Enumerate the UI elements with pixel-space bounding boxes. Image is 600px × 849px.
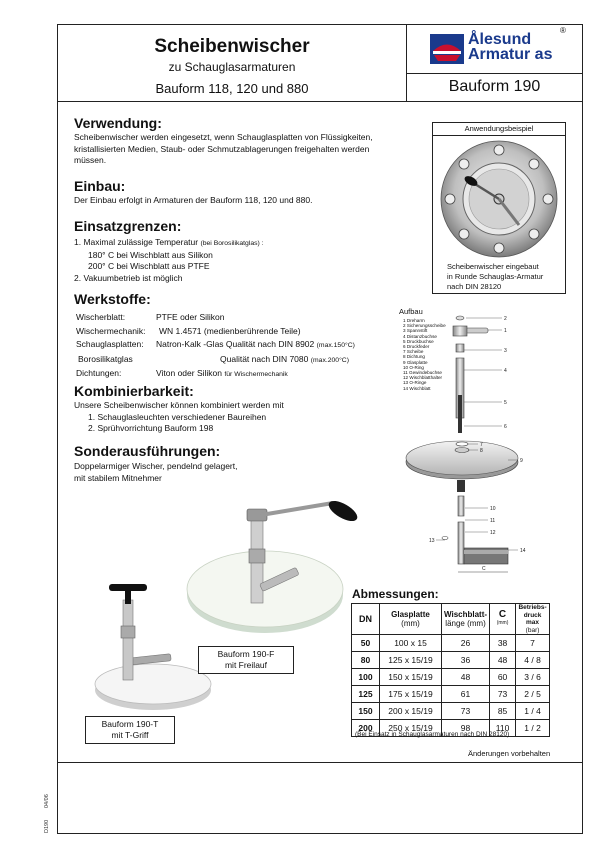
aufbau-title: Aufbau: [399, 307, 423, 316]
kombi-text: Unsere Scheibenwischer können kombiniert werden mit: [74, 400, 284, 410]
product-190-f-caption-line1: Bauform 190-F: [217, 649, 275, 659]
col-header-unit: länge (mm): [445, 619, 486, 628]
table-header-row: [352, 604, 550, 635]
cell-glas: 100 x 15: [380, 635, 442, 652]
werkstoff-label: Schauglasplatten:: [76, 339, 144, 349]
header-bottom-rule: [57, 101, 583, 102]
sight-glass-illustration-icon: [433, 137, 565, 261]
col-header-unit: (mm): [496, 620, 509, 626]
kombi-heading: Kombinierbarkeit:: [74, 383, 194, 399]
cell-druck: 3 / 6: [516, 669, 550, 686]
page-title: Scheibenwischer: [154, 36, 310, 57]
table-row: [352, 703, 550, 720]
brand-logo: [430, 26, 575, 66]
cell-c: 38: [490, 635, 516, 652]
document-code: D190: [44, 819, 50, 833]
col-header-text: Glasplatte: [391, 610, 430, 619]
werkstoff-label: Dichtungen:: [76, 368, 122, 378]
col-header-text: Wischblatt-: [444, 610, 488, 619]
aufbau-part: 3 Spannstift: [403, 328, 428, 334]
einsatz-item-ptfe: 200° C bei Wischblatt aus PTFE: [88, 261, 210, 271]
cell-c: 110: [490, 720, 516, 737]
callout-label: 10: [490, 506, 496, 512]
callout-label: 7: [480, 442, 483, 448]
werkstoff-value: WN 1.4571 (medienberührende Teile): [159, 325, 301, 336]
werkstoff-note: (max.150°C): [316, 342, 355, 349]
cell-dn: 200: [352, 720, 380, 737]
application-caption-line1: Scheibenwischer eingebaut: [447, 262, 539, 271]
werkstoff-note: (max.200°C): [310, 356, 349, 364]
col-header-text: C: [498, 609, 507, 620]
cell-c: 85: [490, 703, 516, 720]
product-190-f-illustration-icon: [183, 495, 363, 645]
table-row: [352, 652, 550, 669]
brand-name-line2: Armatur as: [468, 46, 553, 63]
verwendung-text: Scheibenwischer werden eingesetzt, wenn Schauglasplatten von Flüssigkeiten, kristallisierten Medien, Staub- oder Schmutzablagerungen freigehalten werden müssen.: [74, 132, 373, 165]
cell-wisch: 98: [442, 720, 490, 737]
bauform-line: Bauform 118, 120 und 880: [155, 81, 309, 96]
einsatz-item-silikon: 180° C bei Wischblatt aus Silikon: [88, 249, 213, 260]
aufbau-part: 13 O-Ringe: [403, 380, 427, 386]
product-190-t-caption: [85, 716, 175, 744]
ship-logo-icon: [430, 34, 464, 64]
dimensions-table: [351, 603, 550, 737]
cell-wisch: 61: [442, 686, 490, 703]
changes-notice: Änderungen vorbehalten: [468, 749, 551, 758]
kombi-list: [74, 400, 284, 435]
einbau-text: Der Einbau erfolgt in Armaturen der Bauform 118, 120 und 880.: [74, 195, 313, 205]
aufbau-part: 12 Wischblatthalter: [403, 375, 443, 381]
footer-rule: [57, 762, 583, 763]
cell-dn: 125: [352, 686, 380, 703]
werkstoff-note: für Wischermechanik: [224, 371, 288, 378]
product-190-t-caption-line2: mit T-Griff: [111, 730, 149, 740]
col-header-wischblatt: [442, 604, 490, 635]
product-190-t-caption-line1: Bauform 190-T: [101, 719, 159, 729]
werkstoffe-heading: Werkstoffe:: [74, 291, 151, 307]
callout-label: 6: [504, 424, 507, 430]
cell-wisch: 48: [442, 669, 490, 686]
cell-wisch: 26: [442, 635, 490, 652]
col-header-glasplatte: [380, 604, 442, 635]
aufbau-part: 5 Druckbuchse: [403, 338, 434, 344]
einsatz-item-1-note: (bei Borosilikatglas) :: [200, 240, 264, 247]
cell-dn: 150: [352, 703, 380, 720]
cell-glas: 125 x 15/19: [380, 652, 442, 669]
aufbau-part: 8 Dichtung: [403, 354, 425, 360]
date-code: 04/06: [44, 794, 50, 808]
cell-glas: 175 x 15/19: [380, 686, 442, 703]
verwendung-heading: Verwendung:: [74, 115, 162, 131]
cell-glas: 250 x 15/19: [380, 720, 442, 737]
aufbau-part: 6 Druckfeder: [403, 344, 430, 350]
dimensions-note: (Bei Einsatz in Schauglasarmaturen nach DIN 28120): [355, 731, 510, 738]
callout-label: 2: [504, 316, 507, 322]
application-caption-line2: in Runde Schauglas-Armatur: [447, 272, 544, 281]
werkstoffe-table: [74, 310, 357, 383]
aufbau-part: 14 Wischblatt: [403, 385, 431, 391]
werkstoff-value: Natron-Kalk -Glas Qualität nach DIN 8902: [156, 339, 315, 349]
einsatz-item-1: 1. Maximal zulässige Temperatur: [74, 237, 199, 247]
aufbau-part: 11 Gewindebuchse: [403, 370, 442, 376]
werkstoff-label: Wischermechanik:: [76, 325, 146, 336]
callout-label: 9: [520, 458, 523, 464]
product-190-f-caption-line2: mit Freilauf: [224, 660, 268, 670]
table-row: [352, 669, 550, 686]
werkstoff-label: Wischerblatt:: [76, 312, 126, 322]
col-header-unit: (bar): [525, 626, 540, 634]
sonder-line-2: mit stabilem Mitnehmer: [74, 472, 162, 483]
col-header-unit: (mm): [401, 619, 420, 628]
cell-wisch: 73: [442, 703, 490, 720]
cell-wisch: 36: [442, 652, 490, 669]
aufbau-part: 2 Sicherungsscheibe: [403, 323, 446, 329]
sonder-heading: Sonderausführungen:: [74, 443, 221, 459]
callout-label: 1: [504, 328, 507, 334]
cell-druck: 1 / 4: [516, 703, 550, 720]
cell-c: 60: [490, 669, 516, 686]
table-row: [352, 686, 550, 703]
aufbau-part: 4 Distanzbuchse: [403, 333, 437, 339]
einsatz-item-2: 2. Vakuumbetrieb ist möglich: [74, 272, 183, 283]
callout-label: C: [482, 566, 486, 572]
aufbau-part: 9 Glasplatte: [403, 359, 428, 365]
cell-dn: 100: [352, 669, 380, 686]
cell-druck: 2 / 5: [516, 686, 550, 703]
callout-label: 5: [504, 400, 507, 406]
kombi-item-1: 1. Schauglasleuchten verschiedener Baureihen: [88, 411, 267, 422]
einsatz-heading: Einsatzgrenzen:: [74, 218, 182, 234]
application-caption: [447, 262, 543, 292]
col-header-text: druck max: [523, 611, 542, 626]
cell-dn: 50: [352, 635, 380, 652]
col-header-betriebsdruck: [516, 604, 550, 635]
werkstoff-value: Qualität nach DIN 7080: [220, 353, 309, 364]
werkstoff-value: PTFE oder Silikon: [156, 312, 225, 322]
cell-c: 73: [490, 686, 516, 703]
callout-label: 4: [504, 368, 507, 374]
callout-label: 14: [520, 548, 526, 554]
cell-druck: 1 / 2: [516, 720, 550, 737]
cell-druck: 7: [516, 635, 550, 652]
werkstoff-value: Viton oder Silikon: [156, 368, 222, 378]
cell-c: 48: [490, 652, 516, 669]
callout-label: 3: [504, 348, 507, 354]
sonder-line-1: Doppelarmiger Wischer, pendelnd gelagert,: [74, 461, 238, 471]
sonder-text: [74, 461, 237, 484]
kombi-item-2: 2. Sprühvorrichtung Bauform 198: [88, 423, 214, 433]
callout-label: 12: [490, 530, 496, 536]
callout-label: 8: [480, 448, 483, 454]
aufbau-part: 10 O-Ring: [403, 364, 424, 370]
aufbau-part: 1 Dreharm: [403, 318, 425, 323]
col-header-text: Betriebs-: [518, 604, 547, 611]
cell-druck: 4 / 8: [516, 652, 550, 669]
cell-glas: 200 x 15/19: [380, 703, 442, 720]
application-caption-line3: nach DIN 28120: [447, 282, 502, 291]
callout-label: 13: [429, 538, 435, 544]
bauform-box: Bauform 190: [448, 78, 541, 95]
brand-name-line1: Ålesund: [468, 31, 532, 48]
callout-label: 11: [490, 518, 496, 524]
exploded-view-illustration-icon: [400, 310, 580, 580]
table-row: [352, 635, 550, 652]
cell-dn: 80: [352, 652, 380, 669]
aufbau-part: 7 Scheibe: [403, 349, 424, 355]
cell-glas: 150 x 15/19: [380, 669, 442, 686]
einsatz-list: [74, 237, 264, 284]
application-example-box: [432, 122, 566, 294]
col-header-c: [490, 604, 516, 635]
registered-mark: ®: [560, 26, 566, 35]
einbau-heading: Einbau:: [74, 178, 126, 194]
col-header-dn: DN: [352, 604, 380, 635]
dimensions-heading: Abmessungen:: [352, 587, 439, 601]
werkstoff-label: Borosilikatglas: [78, 353, 133, 364]
page-subtitle: zu Schauglasarmaturen: [168, 60, 296, 74]
product-190-f-caption: [198, 646, 294, 674]
application-title: Anwendungsbeispiel: [433, 123, 565, 136]
